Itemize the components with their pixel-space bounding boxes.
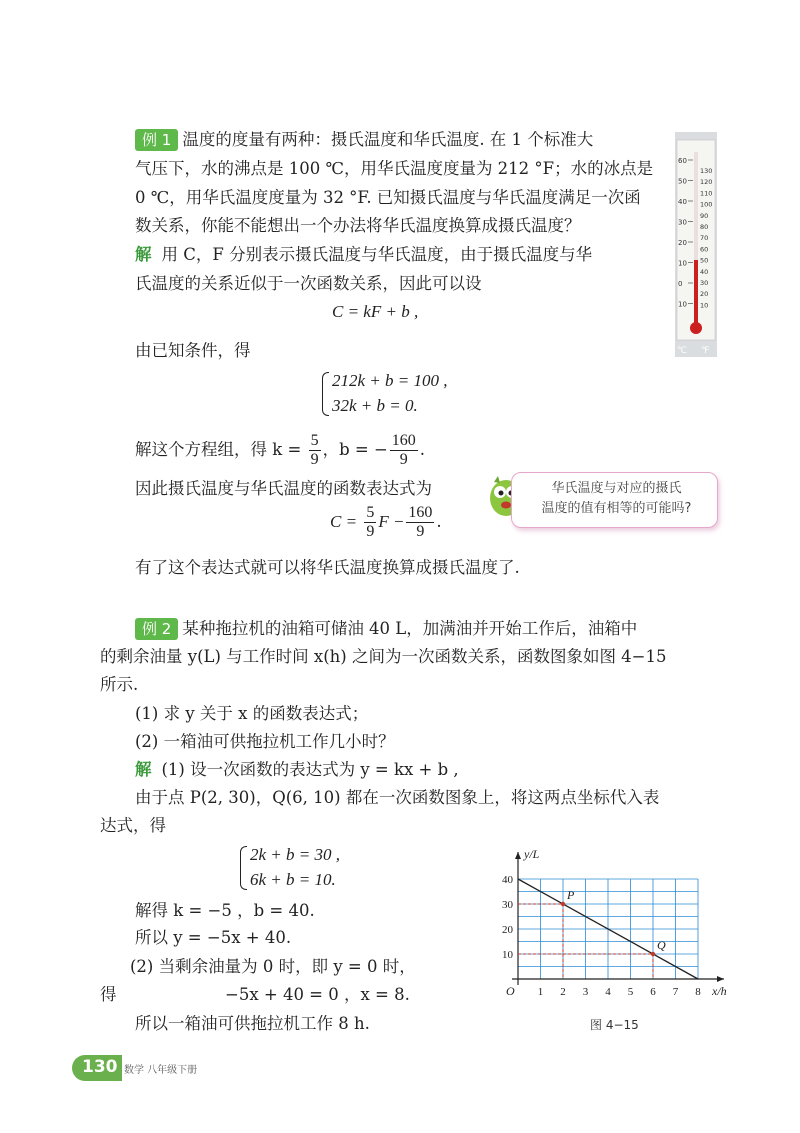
page-number: 130 xyxy=(82,1057,118,1077)
example2-line2: 的剩余油量 y(L) 与工作时间 x(h) 之间为一次函数关系，函数图象如图 4−15 xyxy=(100,647,667,666)
x-tick-label: 4 xyxy=(605,986,611,998)
k-denominator: 9 xyxy=(310,451,319,468)
fuel-line-chart xyxy=(490,842,727,1012)
example2-line1 xyxy=(135,617,637,641)
c-scale-label: 0 xyxy=(678,280,683,288)
b-fraction xyxy=(390,432,418,469)
c-scale-label: 10 xyxy=(678,259,687,268)
system2-eq2: 6k + b = 10. xyxy=(250,870,336,889)
example1-line2: 气压下，水的沸点是 100 ℃，用华氏温度度量为 212 °F；水的冰点是 xyxy=(135,159,654,178)
data-point xyxy=(651,952,655,956)
b-denominator: 9 xyxy=(399,451,408,468)
solution1-line6: 有了这个表达式就可以将华氏温度换算成摄氏温度了. xyxy=(135,558,520,577)
x-tick-label: 5 xyxy=(627,986,634,998)
solve-text: 解这个方程组，得 k = xyxy=(135,440,302,459)
solution1-text1: 用 C，F 分别表示摄氏温度与华氏温度，由于摄氏温度与华 xyxy=(161,245,593,264)
solution2-line2: 由于点 P(2, 30)，Q(6, 10) 都在一次函数图象上，将这两点坐标代入表 xyxy=(135,788,660,807)
solution2-line1 xyxy=(135,758,459,782)
solution2-line7b: −5x + 40 = 0 ，x = 8. xyxy=(225,985,410,1004)
eq2-c: C = xyxy=(330,512,358,531)
c-scale-label: 10 xyxy=(678,300,687,309)
solution1-line5: 因此摄氏温度与华氏温度的函数表达式为 xyxy=(135,479,432,498)
f-scale-label: 60 xyxy=(700,245,709,254)
y-tick-label: 10 xyxy=(502,949,513,961)
y-tick-label: 40 xyxy=(502,874,513,886)
system1-eq1: 212k + b = 100 , xyxy=(332,371,448,390)
f-scale-label: 130 xyxy=(700,167,713,175)
x-tick-label: 6 xyxy=(650,986,656,998)
solution2-line3: 达式，得 xyxy=(100,816,166,835)
k-fraction xyxy=(309,432,321,469)
example1-line4: 数关系，你能不能想出一个办法将华氏温度换算成摄氏温度？ xyxy=(135,216,581,235)
f-scale-label: 50 xyxy=(700,256,709,265)
solution2-line4: 解得 k = −5 ，b = 40. xyxy=(135,901,315,920)
f-scale-label: 120 xyxy=(700,178,713,187)
data-point xyxy=(561,902,565,906)
solution1-line2: 氏温度的关系近似于一次函数关系，因此可以设 xyxy=(135,274,482,293)
eq2-f1-num: 5 xyxy=(366,504,375,521)
eq2-f2-den: 9 xyxy=(416,523,425,540)
f-scale-label: 80 xyxy=(700,223,709,231)
point-label: P xyxy=(567,888,575,902)
eq2-f2-num: 160 xyxy=(408,504,433,521)
example2-line3: 所示. xyxy=(100,675,139,694)
f-scale-label: 40 xyxy=(700,267,709,276)
example2-text1: 某种拖拉机的油箱可储油 40 L，加满油并开始工作后，油箱中 xyxy=(182,619,638,638)
example1-line3: 0 ℃，用华氏温度度量为 32 °F. 已知摄氏温度与华氏温度满足一次函 xyxy=(135,188,641,207)
example1-line1 xyxy=(135,128,593,152)
figure-caption: 图 4−15 xyxy=(590,1018,639,1032)
example1-text1: 温度的度量有两种：摄氏温度和华氏温度. 在 1 个标准大 xyxy=(182,130,594,149)
f-scale-label: 10 xyxy=(700,301,709,310)
example2-q2: (2) 一箱油可供拖拉机工作几小时？ xyxy=(135,732,395,751)
x-tick-label: 1 xyxy=(537,986,544,998)
x-axis-arrow xyxy=(717,976,724,982)
thermometer-c-unit: ℃ xyxy=(677,346,688,356)
system1-brace xyxy=(322,372,329,416)
book-title: 数学 八年级下册 xyxy=(124,1065,198,1076)
b-numerator: 160 xyxy=(391,432,416,449)
origin-label: O xyxy=(506,984,515,998)
f-scale-label: 110 xyxy=(700,189,713,198)
equation-c-kf-b: C = kF + b , xyxy=(332,302,419,321)
y-axis-label: y/L xyxy=(524,847,540,861)
c-scale-label: 30 xyxy=(678,218,687,227)
callout-line2: 温度的值有相等的可能吗? xyxy=(541,501,692,516)
eq2-f: F − xyxy=(378,512,405,531)
point-label: Q xyxy=(657,938,666,952)
system2-eq1: 2k + b = 30 , xyxy=(250,845,340,864)
eq2-end: . xyxy=(436,512,442,531)
x-tick-label: 3 xyxy=(582,986,589,998)
system1-eq2: 32k + b = 0. xyxy=(332,396,418,415)
f-scale-label: 30 xyxy=(700,279,709,287)
solution2-label: 解 xyxy=(135,760,152,779)
b-end: . xyxy=(419,440,426,459)
page-number-badge xyxy=(72,1055,122,1081)
eq2-fraction1 xyxy=(364,504,376,541)
solution1-line1 xyxy=(135,243,592,267)
c-scale-label: 20 xyxy=(678,239,687,247)
x-tick-label: 7 xyxy=(672,986,679,998)
example2-q1: (1) 求 y 关于 x 的函数表达式； xyxy=(135,704,369,723)
eq2-fraction2 xyxy=(406,504,434,541)
f-scale-label: 70 xyxy=(700,234,709,243)
x-axis-label: x/h xyxy=(712,984,727,998)
example1-badge: 例 1 xyxy=(135,129,178,151)
thermometer-image xyxy=(675,132,717,357)
solution2-line7a: 得 xyxy=(100,985,117,1004)
solution1-line3: 由已知条件，得 xyxy=(135,341,251,360)
c-scale-label: 50 xyxy=(678,177,687,186)
f-scale-label: 90 xyxy=(700,211,709,220)
b-label: ，b = − xyxy=(322,440,388,459)
system2-brace xyxy=(240,846,247,890)
question-callout xyxy=(511,472,718,528)
f-scale-label: 100 xyxy=(700,200,713,209)
c-scale-label: 40 xyxy=(678,198,687,206)
solution1-line4 xyxy=(135,428,425,472)
solution2-text1: (1) 设一次函数的表达式为 y = kx + b , xyxy=(161,760,459,779)
y-axis-arrow xyxy=(515,852,521,859)
solution1-label: 解 xyxy=(135,245,152,264)
example2-badge: 例 2 xyxy=(135,618,178,640)
thermometer-f-unit: ℉ xyxy=(701,346,710,356)
c-scale-label: 60 xyxy=(678,157,687,165)
eq2-f1-den: 9 xyxy=(366,523,375,540)
x-tick-label: 2 xyxy=(560,986,566,998)
solution2-line5: 所以 y = −5x + 40. xyxy=(135,928,292,947)
callout-line1: 华氏温度与对应的摄氏 xyxy=(551,481,682,496)
y-tick-label: 20 xyxy=(502,924,513,936)
x-tick-label: 8 xyxy=(695,986,701,998)
solution2-line6: (2) 当剩余油量为 0 时，即 y = 0 时， xyxy=(130,957,416,976)
solution2-line8: 所以一箱油可供拖拉机工作 8 h. xyxy=(135,1014,370,1033)
f-scale-label: 20 xyxy=(700,290,709,299)
equation2 xyxy=(330,500,442,544)
k-numerator: 5 xyxy=(310,432,319,449)
y-tick-label: 30 xyxy=(502,899,513,911)
